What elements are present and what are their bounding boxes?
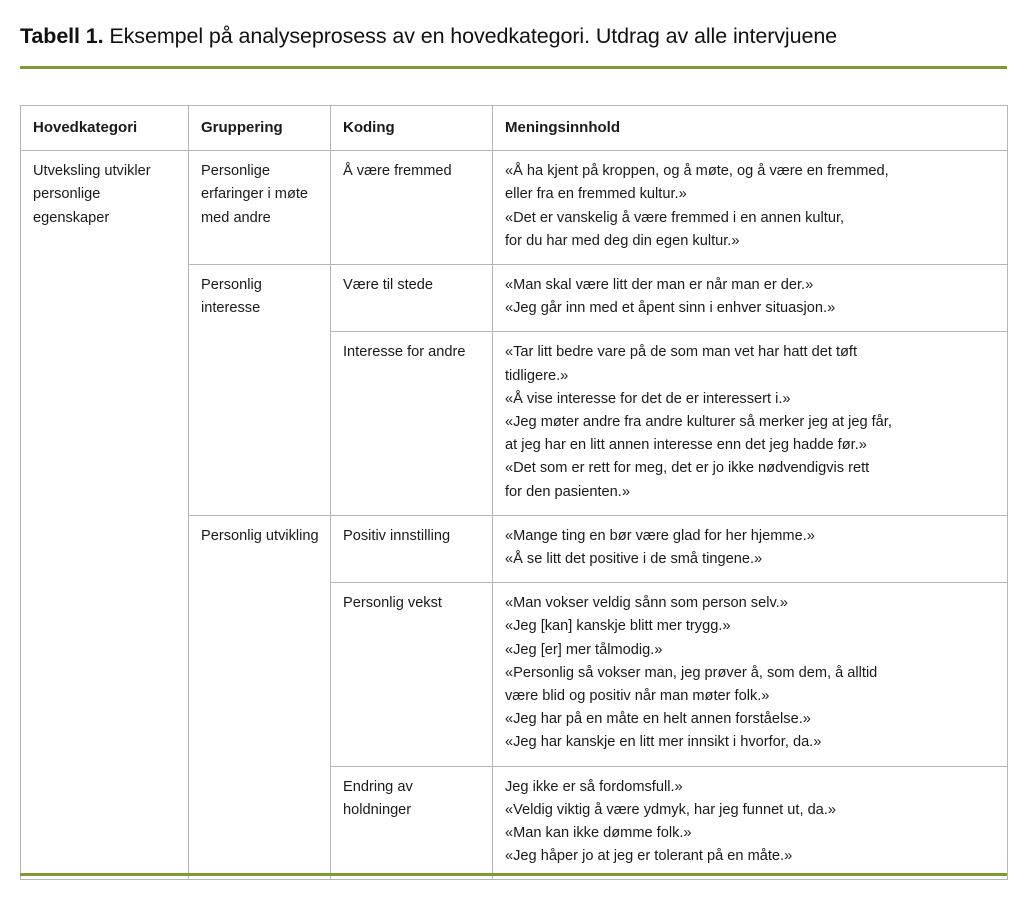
quote-line: «Tar litt bedre vare på de som man vet har hatt det tøft xyxy=(505,344,858,361)
analysis-table-container xyxy=(20,105,1007,880)
quote-line: for den pasienten.» xyxy=(505,483,630,500)
quote-line: være blid og positiv når man møter folk.» xyxy=(505,688,770,705)
cell-koding: Interesse for andre xyxy=(331,332,493,515)
quote-line: for du har med deg din egen kultur.» xyxy=(505,232,740,249)
cell-meningsinnhold xyxy=(493,766,1008,880)
quote-line: «Jeg håper jo at jeg er tolerant på en måte.» xyxy=(505,848,793,865)
quote-line: «Jeg har kanskje en litt mer innsikt i hvorfor, da.» xyxy=(505,734,822,751)
quote-line: at jeg har en litt annen interesse enn det jeg hadde før.» xyxy=(505,437,867,454)
quote-line: «Det er vanskelig å være fremmed i en annen kultur, xyxy=(505,209,845,226)
quote-line: «Mange ting en bør være glad for her hjemme.» xyxy=(505,527,815,544)
quote-line: «Veldig viktig å være ydmyk, har jeg funnet ut, da.» xyxy=(505,801,836,818)
table-caption-text: Eksempel på analyseprosess av en hovedkategori. Utdrag av alle intervjuene xyxy=(103,24,838,48)
bottom-green-rule xyxy=(20,873,1007,876)
quote-line: «Man skal være litt der man er når man er der.» xyxy=(505,277,814,294)
quote-line: «Jeg [kan] kanskje blitt mer trygg.» xyxy=(505,618,731,635)
quote-line: «Å ha kjent på kroppen, og å møte, og å være en fremmed, xyxy=(505,163,889,180)
cell-meningsinnhold xyxy=(493,583,1008,766)
column-header-hovedkategori: Hovedkategori xyxy=(21,106,189,151)
cell-meningsinnhold xyxy=(493,151,1008,265)
cell-koding: Endring av holdninger xyxy=(331,766,493,880)
column-header-meningsinnhold: Meningsinnhold xyxy=(493,106,1008,151)
quote-line: Jeg ikke er så fordomsfull.» xyxy=(505,778,683,795)
column-header-koding: Koding xyxy=(331,106,493,151)
top-green-rule xyxy=(20,66,1007,69)
table-header-row xyxy=(21,106,1008,151)
table-head xyxy=(21,106,1008,151)
quote-line: eller fra en fremmed kultur.» xyxy=(505,186,687,203)
quote-line: «Det som er rett for meg, det er jo ikke nødvendigvis rett xyxy=(505,460,870,477)
cell-koding: Personlig vekst xyxy=(331,583,493,766)
cell-koding: Være til stede xyxy=(331,265,493,332)
cell-gruppering: Personlige erfaringer i møte med andre xyxy=(189,151,331,265)
cell-meningsinnhold xyxy=(493,515,1008,582)
table-caption xyxy=(20,22,1004,50)
quote-line: tidligere.» xyxy=(505,367,569,384)
cell-gruppering: Personlig utvikling xyxy=(189,515,331,880)
quote-line: «Jeg har på en måte en helt annen forståelse.» xyxy=(505,711,811,728)
cell-koding: Å være fremmed xyxy=(331,151,493,265)
cell-gruppering: Personlig interesse xyxy=(189,265,331,516)
cell-koding: Positiv innstilling xyxy=(331,515,493,582)
table-caption-number: Tabell 1. xyxy=(20,24,104,48)
quote-line: «Å se litt det positive i de små tingene.» xyxy=(505,551,763,568)
cell-meningsinnhold xyxy=(493,332,1008,515)
cell-hovedkategori: Utveksling utvikler personlige egenskaper xyxy=(21,151,189,880)
quote-line: «Jeg [er] mer tålmodig.» xyxy=(505,641,663,658)
analysis-table xyxy=(20,105,1008,880)
column-header-gruppering: Gruppering xyxy=(189,106,331,151)
quote-line: «Personlig så vokser man, jeg prøver å, som dem, å alltid xyxy=(505,664,878,681)
table-body xyxy=(21,151,1008,880)
table-row xyxy=(21,151,1008,265)
quote-line: «Man kan ikke dømme folk.» xyxy=(505,825,692,842)
quote-line: «Jeg går inn med et åpent sinn i enhver situasjon.» xyxy=(505,300,836,317)
quote-line: «Jeg møter andre fra andre kulturer så merker jeg at jeg får, xyxy=(505,414,892,431)
quote-line: «Man vokser veldig sånn som person selv.» xyxy=(505,595,788,612)
cell-meningsinnhold xyxy=(493,265,1008,332)
quote-line: «Å vise interesse for det de er interessert i.» xyxy=(505,390,791,407)
